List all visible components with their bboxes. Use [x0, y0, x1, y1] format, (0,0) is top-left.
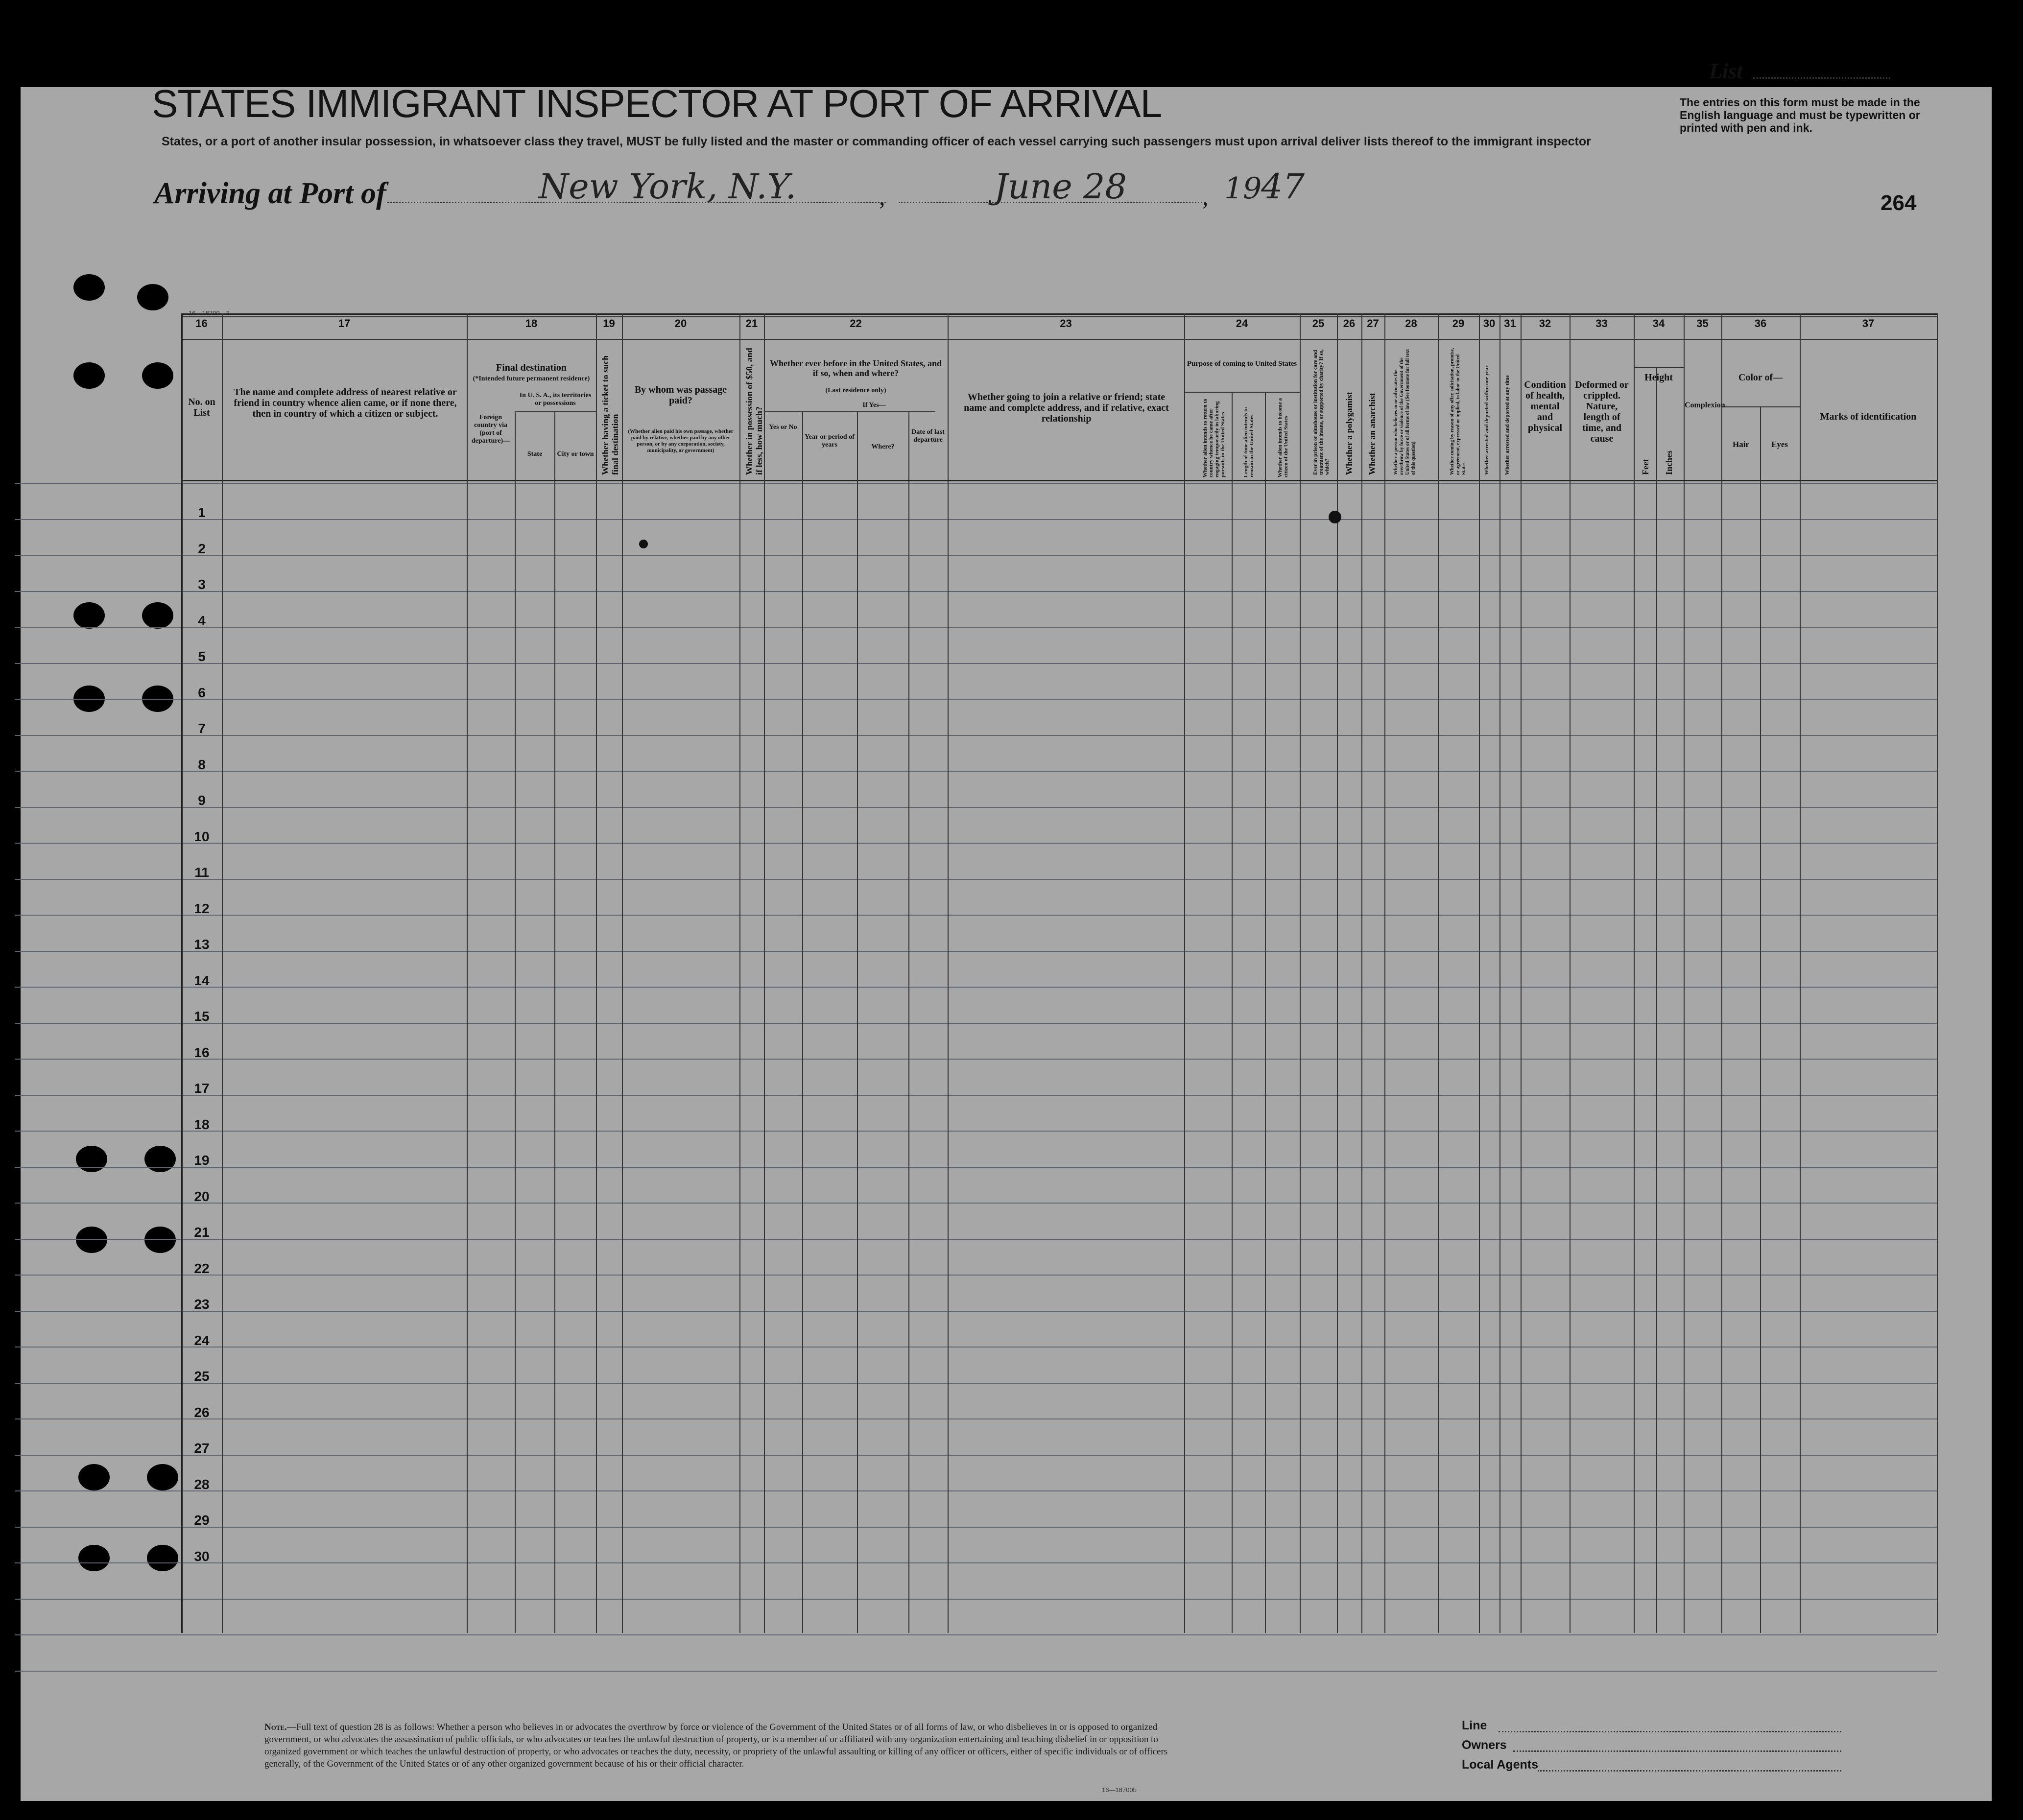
- col-num-25: 25: [1312, 317, 1325, 330]
- row-number: 16: [194, 1044, 210, 1060]
- header-feet: Feet: [1641, 459, 1650, 475]
- row-rule: [15, 1418, 1937, 1419]
- row-number: 29: [194, 1513, 210, 1528]
- header-length-of-stay: Length of time alien intends to remain in the United States: [1243, 407, 1255, 477]
- col-num-32: 32: [1539, 317, 1551, 330]
- year-handwritten: 47: [1261, 166, 1305, 207]
- punch-hole: [78, 1464, 110, 1490]
- row-rule: [15, 1562, 1937, 1563]
- header-offer-to-labor: Whether coming by reason of any offer, solicitation, promise, or agreement, expressed or implied, to labor in the United States: [1450, 348, 1467, 475]
- col-num-37: 37: [1862, 317, 1875, 330]
- row-rule: [15, 807, 1937, 808]
- footnote-question-28: Note.—Full text of question 28 is as follows: Whether a person who believes in or advocates the overthrow by force or violence of the Government of the United States or of all forms of law, or who disbelieves in or is opposed to organized government, or who advocates the assassination of public officials, or who advocates or teaches the unlawful destruction of property, or is a member of or affiliated with any organization entertaining and teaching disbelief in or opposition to organized government or which teaches the unlawful destruction of property, or who advocates or teaches the duty, necessity, or propriety of the unlawful assaulting or killing of any officer or officers, either of specific individuals or of officers generally, of the Government of the United States or of any other organized government because of his or their official character.: [264, 1722, 1168, 1769]
- col-num-28: 28: [1405, 317, 1417, 330]
- row-rule: [15, 1023, 1937, 1024]
- row-rule: [15, 1239, 1937, 1240]
- header-intends-return: Whether alien intends to return to country whence he came after engaging temporarily in laboring pursuits in the United States: [1202, 399, 1226, 477]
- punch-hole: [73, 602, 105, 629]
- header-health: Condition of health, mental and physical: [1524, 379, 1566, 433]
- punch-hole: [137, 284, 168, 310]
- header-purpose: Purpose of coming to United States: [1187, 360, 1297, 368]
- row-number: 28: [194, 1476, 210, 1492]
- punch-hole: [76, 1227, 107, 1253]
- row-rule: [15, 771, 1937, 772]
- port-handwritten: New York, N.Y.: [539, 166, 796, 207]
- row-number: 23: [194, 1297, 210, 1312]
- punch-hole: [142, 362, 173, 389]
- header-city-or-town: City or town: [557, 450, 594, 458]
- row-number: 25: [194, 1369, 210, 1384]
- header-eyes: Eyes: [1771, 440, 1788, 449]
- line-field[interactable]: [1499, 1731, 1841, 1732]
- col-num-18: 18: [525, 317, 538, 330]
- header-fifty-dollars: Whether in possession of $50, and if less, how much?: [744, 348, 764, 475]
- header-last-residence: (Last residence only): [825, 387, 886, 394]
- row-number: 7: [198, 721, 206, 736]
- row-rule: [15, 1455, 1937, 1456]
- row-rule: [15, 627, 1937, 628]
- row-rule: [15, 951, 1937, 952]
- row-number: 11: [194, 865, 209, 880]
- row-number: 8: [198, 756, 206, 772]
- row-number: 9: [198, 793, 206, 808]
- ink-spot: [639, 540, 648, 548]
- header-overthrow: Whether a person who believes in or advocates the overthrow by force or violence of the Government of the United States or of all forms of law (See footnote for full text of this question): [1393, 349, 1416, 475]
- punch-hole: [76, 1146, 107, 1172]
- col-num-21: 21: [745, 317, 758, 330]
- header-nearest-relative: The name and complete address of nearest relative or friend in country whence alien came, or if none there, then in country of which a citizen or subject.: [234, 387, 457, 419]
- header-inches: Inches: [1664, 450, 1674, 475]
- header-become-citizen: Whether alien intends to become a citizen of the United States: [1277, 398, 1289, 477]
- punch-hole: [147, 1545, 178, 1571]
- date-handwritten: June 28: [994, 166, 1127, 207]
- header-in-usa: In U. S. A., its territories or possessions: [519, 392, 592, 407]
- row-rule: [15, 1490, 1937, 1491]
- row-rule: [15, 663, 1937, 664]
- col-num-30: 30: [1483, 317, 1496, 330]
- col-num-31: 31: [1504, 317, 1516, 330]
- form-subtitle: States, or a port of another insular possession, in whatsoever class they travel, MUST be fully listed and the master or commanding officer of each vessel carrying such passengers must upon arrival deliver lists thereof to the immigrant inspector: [162, 135, 1591, 148]
- list-label: List: [1709, 59, 1743, 83]
- col-num-36: 36: [1754, 317, 1767, 330]
- row-number: 1: [198, 505, 206, 520]
- row-number: 15: [194, 1009, 210, 1024]
- header-yes-or-no: Yes or No: [769, 424, 797, 431]
- col-num-33: 33: [1595, 317, 1608, 330]
- entries-instruction: The entries on this form must be made in the English language and must be typewritten or printed with pen and ink.: [1680, 96, 1920, 134]
- row-number: 13: [194, 937, 210, 952]
- row-rule: [15, 1095, 1937, 1096]
- header-passage-paid-note: (Whether alien paid his own passage, whether paid by relative, whether paid by any other person, or by any corporation, society, municipality, or government): [628, 428, 734, 453]
- header-deported-one-year: Whether arrested and deported within one year: [1484, 365, 1490, 475]
- row-rule: [15, 1527, 1937, 1528]
- header-state: State: [527, 450, 543, 458]
- row-number: 10: [194, 828, 210, 844]
- row-number: 3: [198, 577, 206, 592]
- row-number: 4: [198, 613, 206, 628]
- row-number: 5: [198, 649, 206, 664]
- col-num-19: 19: [603, 317, 615, 330]
- row-number: 6: [198, 685, 206, 700]
- ink-spot: [1329, 511, 1341, 523]
- row-number: 22: [194, 1260, 210, 1276]
- header-final-destination: Final destination: [496, 362, 567, 373]
- manifest-table: [181, 313, 1937, 1633]
- header-ever-before-in-us: Whether ever before in the United States, and if so, when and where?: [770, 358, 942, 378]
- row-rule: [15, 1599, 1937, 1600]
- owners-field[interactable]: [1513, 1750, 1841, 1752]
- punch-hole: [73, 362, 105, 389]
- punch-hole: [73, 274, 105, 301]
- row-number: 27: [194, 1441, 210, 1456]
- header-color-of: Color of—: [1738, 372, 1783, 383]
- header-polygamist: Whether a polygamist: [1344, 392, 1354, 475]
- row-number: 26: [194, 1404, 210, 1420]
- row-number: 17: [194, 1081, 210, 1096]
- col-num-20: 20: [674, 317, 687, 330]
- row-rule: [15, 1059, 1937, 1060]
- header-height: Height: [1644, 372, 1673, 383]
- col-num-16: 16: [195, 317, 208, 330]
- header-foreign-country: Foreign country via (port of departure)—: [471, 414, 510, 445]
- row-rule: [15, 915, 1937, 916]
- row-rule: [15, 1167, 1937, 1168]
- col-num-26: 26: [1343, 317, 1356, 330]
- row-number: 24: [194, 1332, 210, 1348]
- header-if-yes: If Yes—: [862, 402, 886, 409]
- owners-label: Owners: [1462, 1738, 1507, 1752]
- header-no-on-list: No. on List: [188, 397, 215, 418]
- row-rule: [15, 1131, 1937, 1132]
- row-rule: [15, 1671, 1937, 1672]
- row-rule: [15, 1383, 1937, 1384]
- list-number-line[interactable]: [1753, 77, 1890, 79]
- col-num-35: 35: [1696, 317, 1709, 330]
- header-ticket: Whether having a ticket to such final destination: [600, 355, 620, 475]
- col-num-17: 17: [338, 317, 351, 330]
- year-prefix: 19: [1224, 171, 1262, 206]
- header-deformed: Deformed or crippled. Nature, length of time, and cause: [1575, 379, 1629, 444]
- row-number: 30: [194, 1548, 210, 1564]
- punch-hole: [144, 1146, 176, 1172]
- row-rule: [15, 483, 1937, 484]
- header-where: Where?: [871, 443, 895, 450]
- col-num-24: 24: [1236, 317, 1248, 330]
- row-rule: [15, 1275, 1937, 1276]
- row-rule: [15, 1634, 1937, 1635]
- header-complexion: Complexion: [1685, 401, 1725, 409]
- row-rule: [15, 699, 1937, 700]
- header-hair: Hair: [1733, 440, 1749, 449]
- header-anarchist: Whether an anarchist: [1367, 393, 1377, 475]
- row-number: 14: [194, 972, 210, 988]
- row-rule: [15, 555, 1937, 556]
- punch-hole: [142, 602, 173, 629]
- footer-form-code: 16—18700b: [1102, 1786, 1137, 1794]
- header-year-period: Year or period of years: [805, 433, 855, 449]
- row-rule: [15, 591, 1937, 592]
- col-num-23: 23: [1060, 317, 1072, 330]
- header-date-last-departure: Date of last departure: [911, 428, 945, 444]
- row-rule: [15, 843, 1937, 844]
- col-num-22: 22: [850, 317, 862, 330]
- punch-hole: [78, 1545, 110, 1571]
- punch-hole: [147, 1464, 178, 1490]
- row-rule: [15, 879, 1937, 880]
- form-code: 16—18700—3: [189, 309, 230, 317]
- header-passage-paid: By whom was passage paid?: [634, 384, 727, 406]
- row-rule: [15, 1311, 1937, 1312]
- form-title: STATES IMMIGRANT INSPECTOR AT PORT OF ARRIVAL: [152, 82, 1162, 125]
- punch-hole: [144, 1227, 176, 1253]
- row-rule: [15, 519, 1937, 520]
- row-number: 2: [198, 541, 206, 556]
- local-agents-field[interactable]: [1538, 1770, 1841, 1772]
- header-marks-identification: Marks of identification: [1820, 411, 1917, 422]
- row-rule: [15, 987, 1937, 988]
- local-agents-label: Local Agents: [1462, 1758, 1539, 1772]
- page-serial: 264: [1880, 191, 1917, 215]
- row-number: 18: [194, 1116, 210, 1132]
- row-rule: [15, 1203, 1937, 1204]
- col-num-34: 34: [1652, 317, 1665, 330]
- row-number: 19: [194, 1153, 210, 1168]
- row-number: 12: [194, 900, 210, 916]
- row-number: 21: [194, 1225, 210, 1240]
- header-prison-almshouse: Ever in prison or almshouse or institution for care and treatment of the insane, or supported by charity? If so, which?: [1312, 349, 1330, 475]
- line-label: Line: [1462, 1719, 1487, 1732]
- arriving-label: Arriving at Port of: [154, 177, 386, 210]
- col-num-27: 27: [1367, 317, 1379, 330]
- col-num-29: 29: [1452, 317, 1465, 330]
- header-going-to-join: Whether going to join a relative or friend; state name and complete address, and if relative, exact relationship: [964, 392, 1169, 424]
- header-final-destination-sub: (*Intended future permanent residence): [473, 375, 590, 382]
- row-number: 20: [194, 1188, 210, 1204]
- row-rule: [15, 735, 1937, 736]
- header-deported-any-time: Whether arrested and deported at any time: [1504, 375, 1510, 475]
